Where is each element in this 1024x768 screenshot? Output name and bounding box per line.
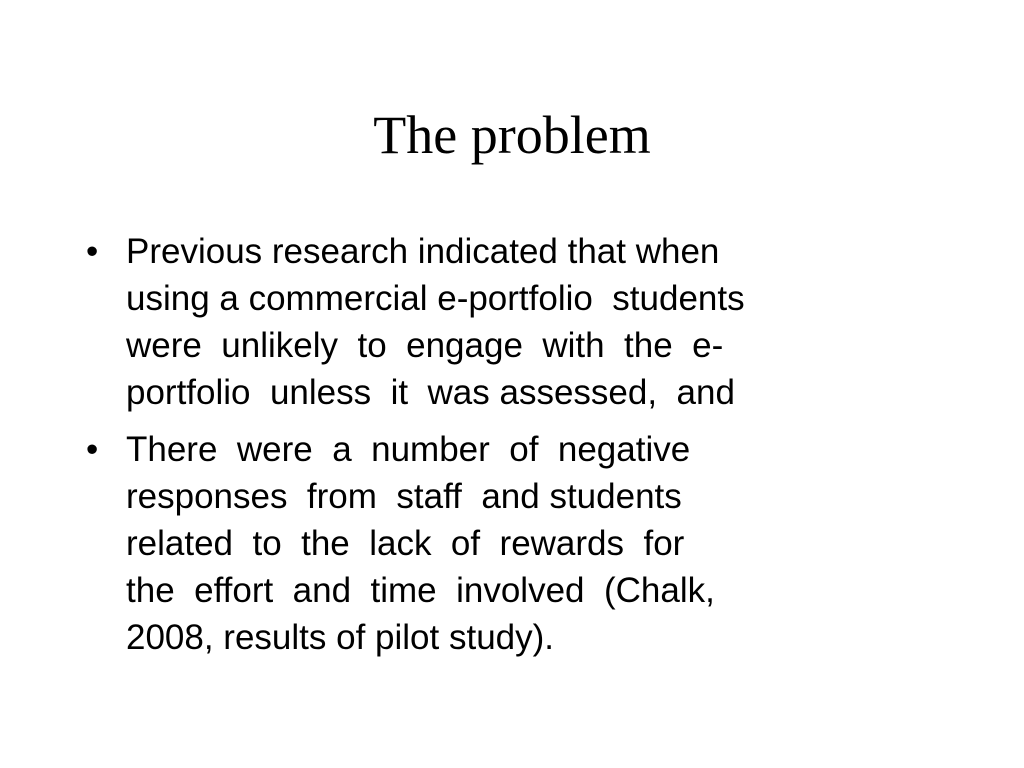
bullet-text-line: the effort and time involved (Chalk,: [126, 571, 715, 610]
bullet-text-line: related to the lack of rewards for: [126, 524, 685, 563]
bullet-marker: •: [86, 430, 99, 469]
bullet-text-line: Previous research indicated that when: [126, 232, 720, 271]
bullet-text-line: responses from staff and students: [126, 477, 682, 516]
bullet-text-line: There were a number of negative: [126, 430, 691, 469]
bullet-text-line: 2008, results of pilot study).: [126, 618, 554, 657]
bullet-list: [86, 228, 946, 671]
bullet-text-line: portfolio unless it was assessed, and: [126, 373, 735, 412]
bullet-item: [86, 426, 946, 661]
bullet-text-line: using a commercial e-portfolio students: [126, 279, 745, 318]
bullet-item: [86, 228, 946, 416]
slide-title: The problem: [373, 105, 651, 165]
bullet-marker: •: [86, 232, 99, 271]
bullet-text-line: were unlikely to engage with the e-: [126, 326, 724, 365]
